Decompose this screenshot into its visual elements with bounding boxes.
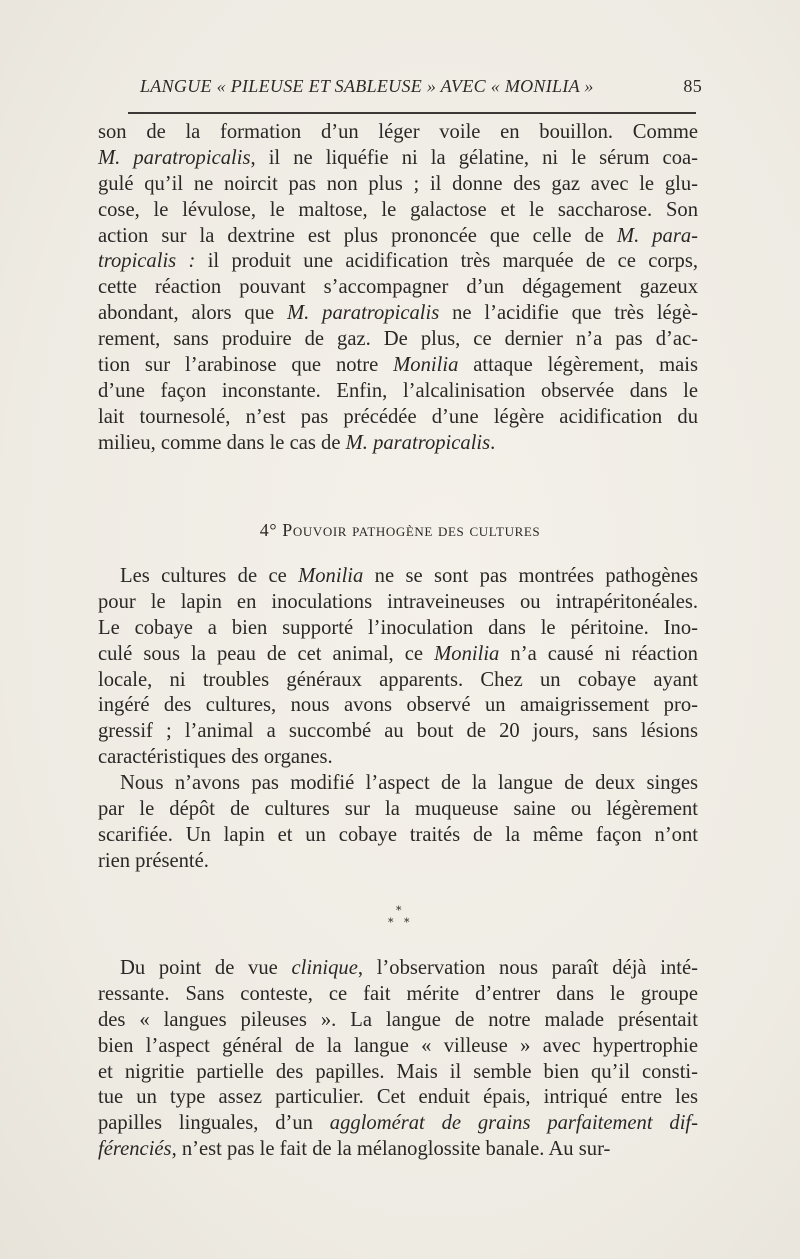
text-segment: et nigritie partielle des papilles. Mais il semble bien qu’il consti- [98,1060,698,1083]
text-segment: ingéré des cultures, nous avons observé un amaigrissement pro- [98,694,698,717]
text-line [98,146,698,172]
text-line [98,1008,698,1034]
running-head [140,76,702,97]
text-segment: il produit une acidification très marquée de ce corps, [195,250,698,273]
text-segment: n’a causé ni réaction [499,642,698,665]
text-segment: milieu, comme dans le cas de [98,431,346,454]
italic-text: clinique [291,957,358,979]
text-line [98,249,698,275]
text-line [98,405,698,431]
section-title: Pouvoir pathogène des cultures [282,520,541,540]
text-segment: lait tournesolé, n’est pas précédée d’une légère acidification du [98,405,698,428]
text-segment: , l’observation nous paraît déjà inté- [357,957,698,979]
text-line [98,797,698,823]
text-segment: papilles linguales, d’un [98,1112,330,1135]
text-line [98,616,698,642]
text-segment: locale, ni troubles généraux apparents. Chez un cobaye ayant [98,668,698,691]
header-rule [128,112,696,114]
text-line [98,823,698,849]
text-line [98,668,698,694]
text-line [98,1085,698,1111]
text-line [98,849,698,875]
italic-text: M. paratropicalis [98,146,251,169]
paragraph-3 [98,771,698,875]
italic-text: Monilia [298,565,364,587]
text-segment: des « langues pileuses ». La langue de notre malade présentait [98,1008,698,1031]
italic-text: agglomérat de grains parfaitement dif- [329,1112,698,1135]
text-segment: Les cultures de ce [120,565,299,587]
text-line [98,224,698,250]
text-line [98,642,698,668]
text-line [98,693,698,719]
text-line [98,120,698,146]
text-segment: attaque légèrement, mais [458,354,698,377]
text-segment: Du point de vue [120,957,292,979]
text-segment: . [490,431,496,454]
paragraph-4 [98,956,698,1163]
text-segment: action sur la dextrine est plus prononcée que celle de [98,224,617,247]
text-line [98,745,698,771]
text-line [98,771,698,797]
text-line [98,275,698,301]
text-segment: cette réaction pouvant s’accompagner d’un dégagement gazeux [98,276,698,299]
italic-text: M. paratropicalis [287,302,440,325]
text-segment: rien présenté. [98,849,209,872]
text-segment: Le cobaye a bien supporté l’inoculation dans le péritoine. Ino- [98,616,698,639]
text-line [98,564,698,590]
text-line [98,353,698,379]
text-segment: caractéristiques des organes. [98,746,333,769]
asterism: * * * [388,904,410,929]
text-line [98,198,698,224]
section-number: 4° [259,520,278,540]
text-segment: ne l’acidifie que très légè- [439,302,698,325]
text-line [98,719,698,745]
text-segment: son de la formation d’un léger voile en bouillon. Comme [98,121,698,143]
text-line [98,301,698,327]
italic-text: férenciés [98,1138,172,1161]
text-segment: scarifiée. Un lapin et un cobaye traités de la même façon n’ont [98,823,698,846]
section-heading [0,520,800,541]
text-line [98,1137,698,1163]
text-line [98,1111,698,1137]
running-title: LANGUE « PILEUSE ET SABLEUSE » AVEC « MONILIA » [140,76,594,96]
text-segment: abondant, alors que [98,302,287,325]
text-line [98,590,698,616]
text-line [98,1060,698,1086]
text-segment: gulé qu’il ne noircit pas non plus ; il donne des gaz avec le glu- [98,172,698,195]
text-segment: par le dépôt de cultures sur la muqueuse saine ou légèrement [98,797,698,820]
text-segment: d’une façon inconstante. Enfin, l’alcalinisation observée dans le [98,379,698,402]
text-segment: culé sous la peau de cet animal, ce [98,642,435,665]
text-line [98,431,698,457]
italic-text: M. paratropicalis [345,431,491,454]
text-segment: gressif ; l’animal a succombé au bout de 20 jours, sans lésions [98,720,698,743]
text-segment: bien l’aspect général de la langue « villeuse » avec hypertrophie [98,1034,698,1057]
italic-text: Monilia [434,642,500,665]
paragraph-1 [98,120,698,457]
text-line [98,172,698,198]
text-segment: tion sur l’arabinose que notre [98,354,394,377]
text-line [98,379,698,405]
text-segment: , il ne liquéfie ni la gélatine, ni le sérum coa- [250,146,698,169]
italic-text: M. para- [616,224,698,247]
italic-text: tropicalis : [98,250,196,273]
text-segment: , n’est pas le fait de la mélanoglossite banale. Au sur- [171,1138,611,1161]
text-segment: Nous n’avons pas modifié l’aspect de la langue de deux singes [120,772,698,794]
page-number: 85 [683,76,702,96]
text-segment: cose, le lévulose, le maltose, le galactose et le saccharose. Son [98,198,698,221]
text-segment: pour le lapin en inoculations intraveineuses ou intrapéritonéales. [98,590,698,613]
text-segment: ressante. Sans conteste, ce fait mérite d’entrer dans le groupe [98,982,698,1005]
paragraph-2 [98,564,698,771]
text-line [98,1034,698,1060]
text-segment: tue un type assez particulier. Cet enduit épais, intriqué entre les [98,1086,698,1109]
text-line [98,982,698,1008]
text-line [98,956,698,982]
text-line [98,327,698,353]
text-segment: ne se sont pas montrées pathogènes [363,565,698,587]
text-segment: rement, sans produire de gaz. De plus, ce dernier n’a pas d’ac- [98,328,698,351]
italic-text: Monilia [393,354,459,377]
